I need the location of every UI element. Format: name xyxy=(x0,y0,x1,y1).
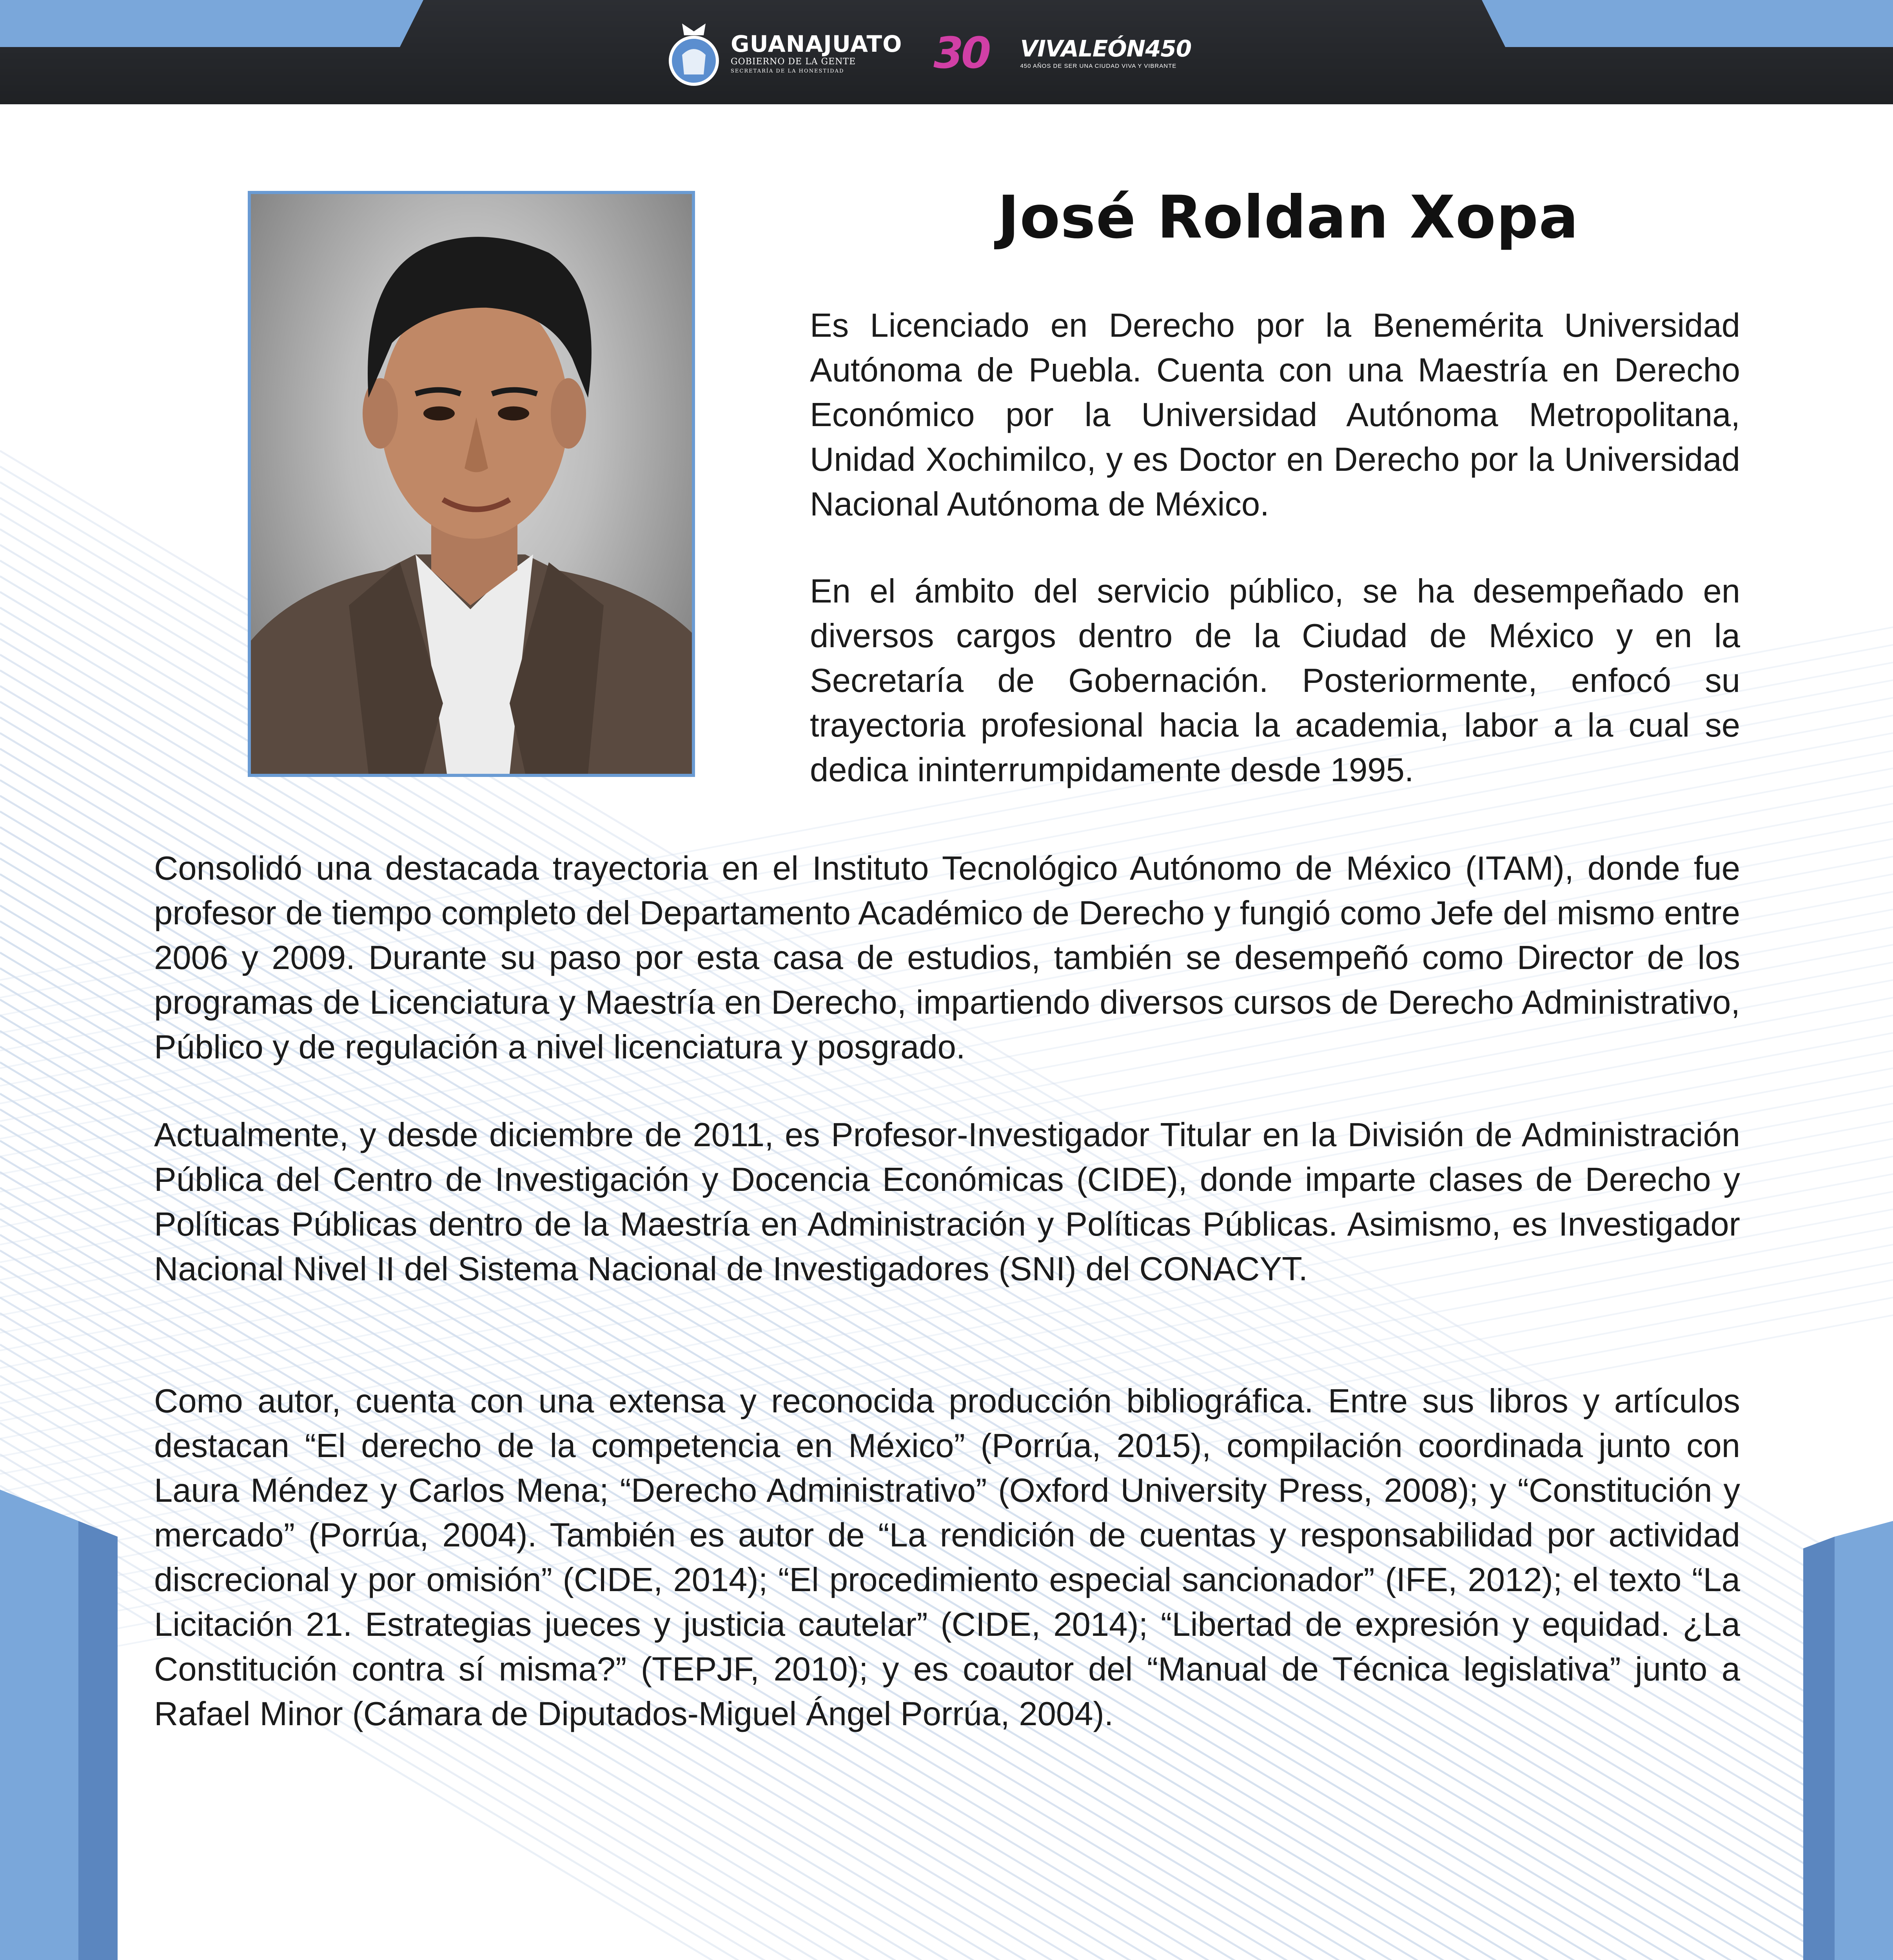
bio-paragraph-cide: Actualmente, y desde diciembre de 2011, es Profesor-Investigador Titular en la División de Administración Pública del Centro de Investigación y Docencia Económicas (CIDE), donde imparte clases de Derecho y Políticas Públicas dentro de la Maestría en Administración y Políticas Públicas. Asimismo, es Investigador Nacional Nivel II del Sistema Nacional de Investigadores (SNI) del CONACYT. xyxy=(154,1116,1740,1288)
guanajuato-subtitle-2: SECRETARÍA DE LA HONESTIDAD xyxy=(731,68,844,74)
portrait-photo xyxy=(248,191,695,777)
portrait-illustration xyxy=(251,194,692,774)
bio-paragraph-public-service: En el ámbito del servicio público, se ha desempeñado en diversos cargos dentro de la Ciudad de México y en la Secretaría de Gobernación. Posteriormente, enfocó su trayectoria profesional hacia la academia, labor a la cual se dedica ininterrumpidamente desde 1995. xyxy=(810,573,1740,789)
vivaleon-subtitle: 450 AÑOS DE SER UNA CIUDAD VIVA Y VIBRANTE xyxy=(1020,62,1177,69)
anniversary-30-icon: 30 xyxy=(933,28,989,78)
vivaleon-name: VIVALEÓN450 xyxy=(1020,35,1192,62)
guanajuato-subtitle: GOBIERNO DE LA GENTE xyxy=(731,56,856,67)
guanajuato-name: GUANAJUATO xyxy=(731,30,902,57)
header-logos xyxy=(666,12,1231,94)
bio-paragraph-education: Es Licenciado en Derecho por la Benemérita Universidad Autónoma de Puebla. Cuenta con una Maestría en Derecho Económico por la Universidad Autónoma Metropolitana, Unidad Xochimilco, y es Doctor en Derecho por la Universidad Nacional Autónoma de México. xyxy=(810,307,1740,523)
vivaleon-logo xyxy=(1020,37,1191,69)
guanajuato-logo xyxy=(666,20,902,86)
person-name-title: José Roldan Xopa xyxy=(997,183,1579,252)
anniversary-30-logo xyxy=(933,28,989,78)
bio-paragraph-itam: Consolidó una destacada trayectoria en el Instituto Tecnológico Autónomo de México (ITAM), donde fue profesor de tiempo completo del Departamento Académico de Derecho y fungió como Jefe del mismo entre 2006 y 2009. Durante su paso por esta casa de estudios, también se desempeñó como Director de los programas de Licenciatura y Maestría en Derecho, impartiendo diversos cursos de Derecho Administrativo, Público y de regulación a nivel licenciatura y posgrado. xyxy=(154,850,1740,1066)
bio-paragraph-publications: Como autor, cuenta con una extensa y reconocida producción bibliográfica. Entre sus libros y artículos destacan “El derecho de la competencia en México” (Porrúa, 2015), compilación coordinada junto con Laura Méndez y Carlos Mena; “Derecho Administrativo” (Oxford University Press, 2008); y “Constitución y mercado” (Porrúa, 2004). También es autor de “La rendición de cuentas y responsabilidad por actividad discrecional y por omisión” (CIDE, 2014); “El procedimiento especial sancionador” (IFE, 2012); el texto “La Licitación 21. Estrategias jueces y justicia cautelar” (CIDE, 2014); “Libertad de expresión y equidad. ¿La Constitución contra sí misma?” (TEPJF, 2010); y es coautor del “Manual de Técnica legislativa” junto a Rafael Minor (Cámara de Diputados-Miguel Ángel Porrúa, 2004). xyxy=(154,1383,1740,1733)
guanajuato-crest-icon xyxy=(666,20,721,86)
